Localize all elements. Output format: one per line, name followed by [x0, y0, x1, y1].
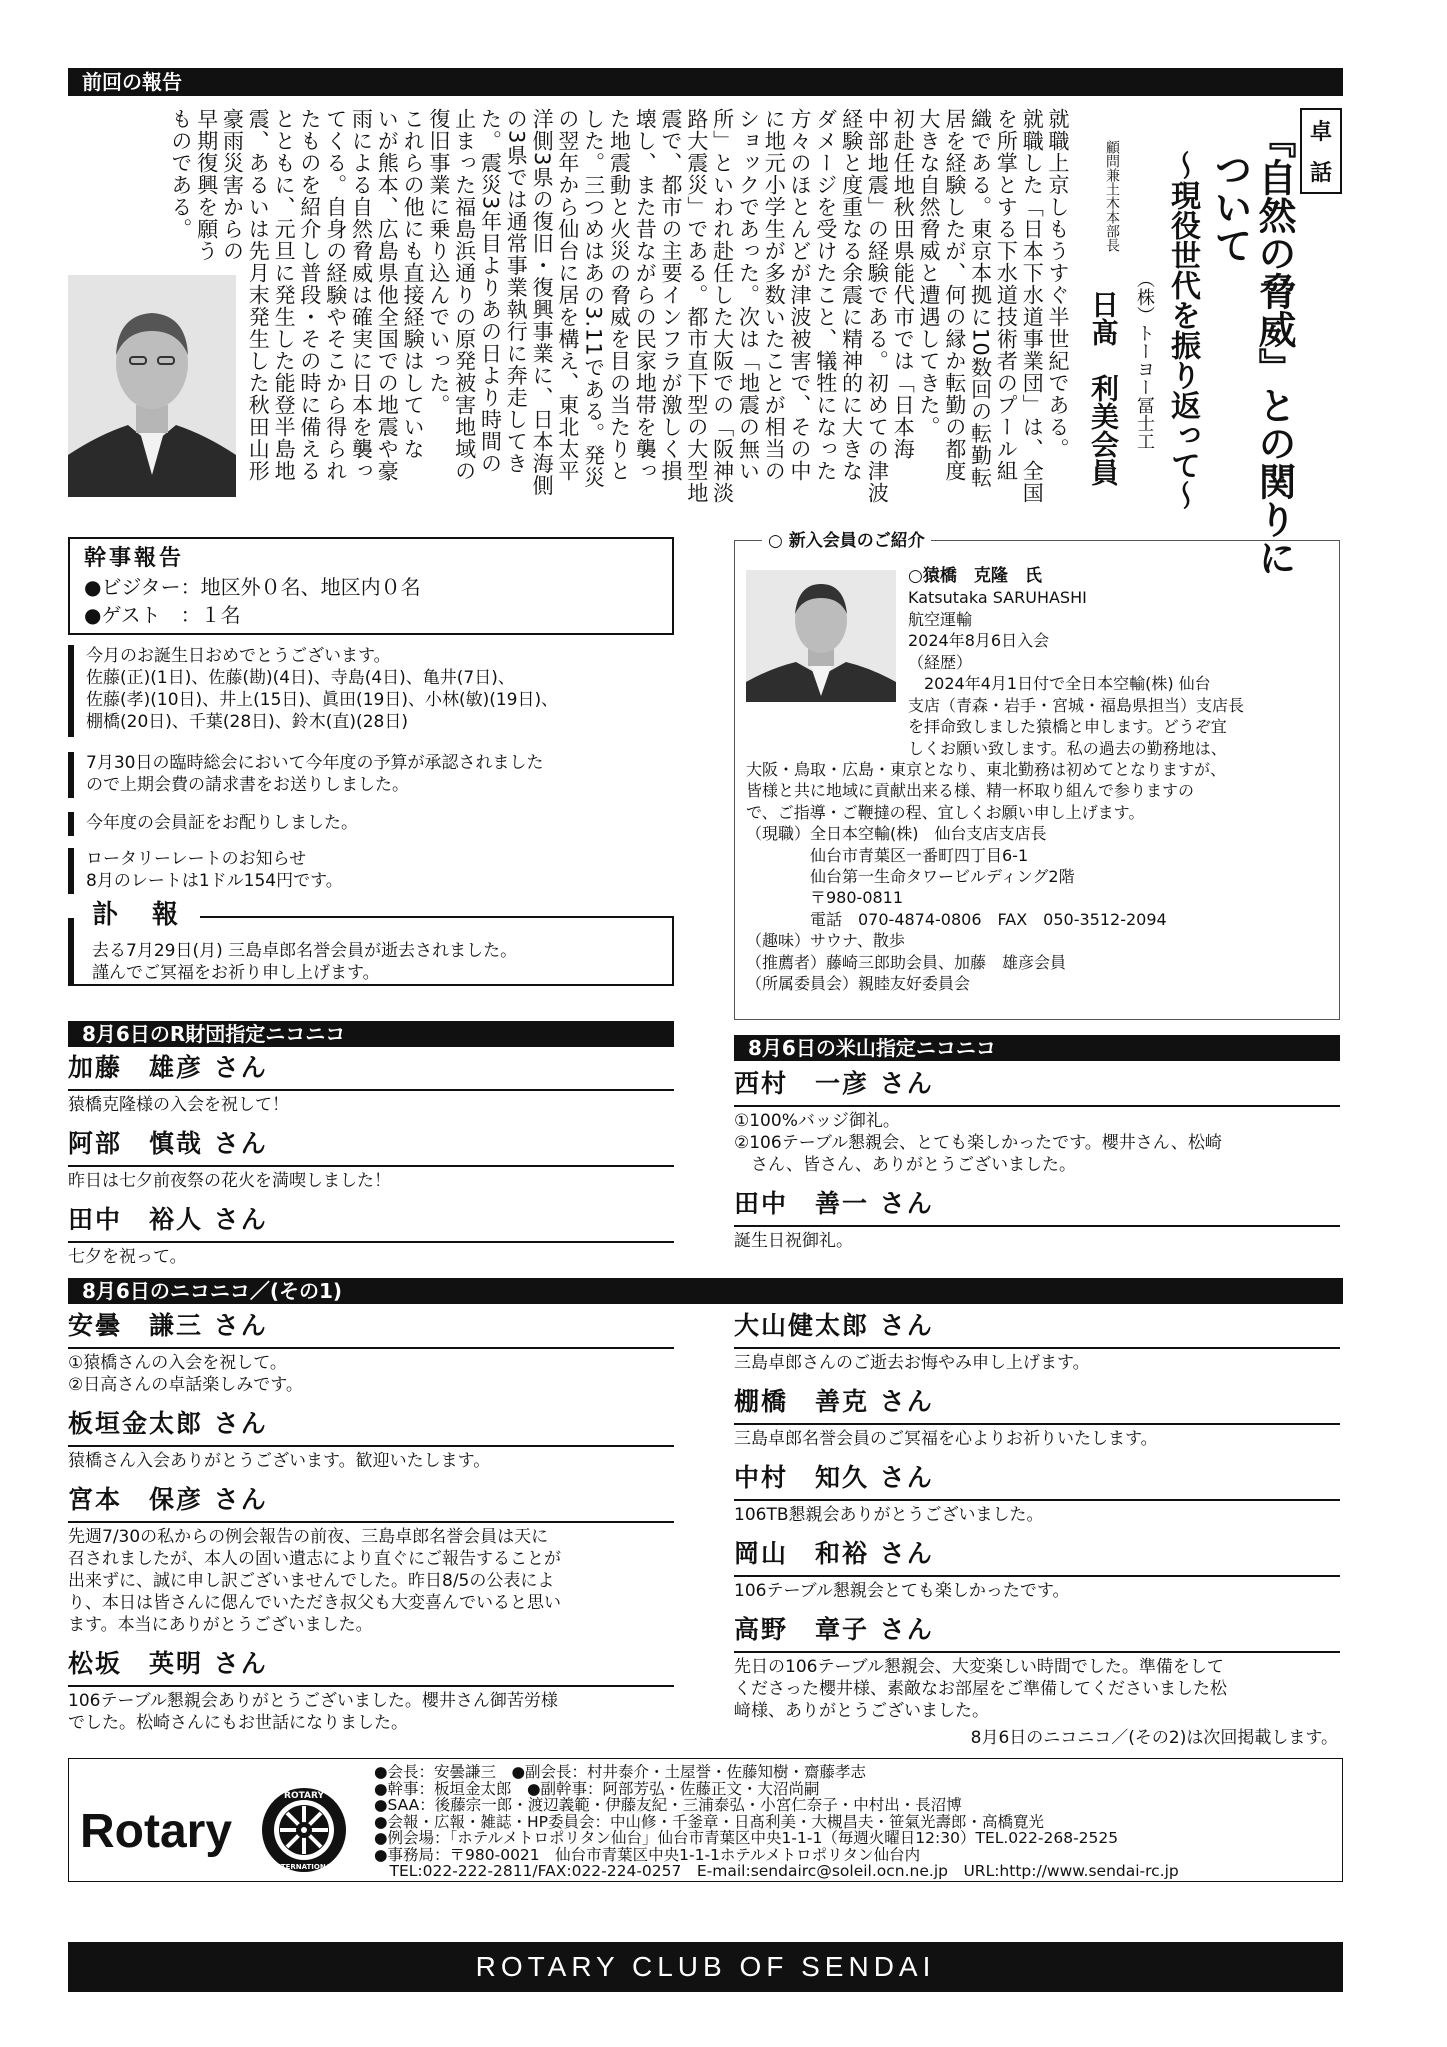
- kanji-guest: ●ゲスト ：１名: [84, 603, 241, 627]
- speech-column: 方々のほとんどが津波被害で、その中: [788, 108, 813, 482]
- speech-column: た地震動と火災の脅威を目の当たりと: [607, 108, 632, 482]
- name-rule: [734, 1347, 1340, 1349]
- rate-line: 8月のレートは1ドル154円です。: [86, 871, 343, 891]
- new-member-line: を拝命致しました猿橋と申します。どうぞ宜: [908, 717, 1227, 736]
- new-member-header: ○ 新入会員のご紹介: [762, 530, 931, 552]
- name-rule: [734, 1105, 1340, 1107]
- new-member-photo: [746, 570, 896, 702]
- rotary-emblem-icon: [252, 1778, 356, 1882]
- kanji-visitor: ●ビジター：地区外０名、地区内０名: [84, 575, 421, 599]
- speech-position: 顧問兼土木本部長: [1104, 140, 1120, 252]
- speech-column: を所掌とする下水道技術者のプール組: [994, 108, 1019, 482]
- speech-column: 豪雨災害からの: [220, 108, 245, 262]
- new-member-line: （推薦者）藤崎三郎助会員、加藤 雄彦会員: [746, 952, 1067, 972]
- footer-banner: ROTARY CLUB OF SENDAI: [68, 1942, 1343, 1992]
- speech-column: ショックであった。次は「地震の無い: [736, 108, 761, 482]
- footer-line: ●会長：安曇謙三 ●副会長：村井泰介・土屋誉・佐藤知樹・齋藤孝志: [374, 1763, 867, 1781]
- member-name: 岡山 和裕 さん: [734, 1539, 934, 1568]
- kanji-report-box: [68, 537, 674, 635]
- obituary-line: 謹んでご冥福をお祈り申し上げます。: [92, 963, 380, 983]
- name-rule: [68, 1089, 674, 1091]
- new-member-line: 〒980-0811: [746, 888, 904, 908]
- new-member-line: 2024年8月6日入会: [908, 631, 1050, 650]
- message-line: 誕生日祝御礼。: [734, 1231, 853, 1251]
- speech-tag-2: 話: [1309, 161, 1332, 186]
- new-member-line: （所属委員会）親睦友好委員会: [746, 974, 971, 994]
- footer-line: ●会報・広報・雑誌・HP委員会：中山修・千釜章・日髙利美・大槻昌夫・笹氣光壽郎・高橋寛光: [374, 1812, 1045, 1831]
- message-line: ます。本当にありがとうございました。: [68, 1615, 373, 1635]
- member-message: [68, 1526, 674, 1636]
- emblem-bottom-text: INTERNATIONAL: [272, 1863, 336, 1871]
- speech-column: これらの他にも直接経験はしていな: [401, 108, 426, 460]
- member-message: [68, 1450, 674, 1472]
- header-bar: 前回の報告: [68, 68, 1343, 96]
- message-line: 昨日は七夕前夜祭の花火を満喫しました！: [68, 1171, 391, 1191]
- niko1-note: 8月6日のニコニコ／(その2)は次回掲載します。: [970, 1728, 1338, 1748]
- r-foundation-header: 8月6日のR財団指定ニコニコ: [68, 1021, 674, 1047]
- yoneyama-header: 8月6日の米山指定ニコニコ: [734, 1035, 1340, 1061]
- speech-column: てくる。自身の経験やそこから得られ: [323, 108, 348, 482]
- member-name: 高野 章子 さん: [734, 1615, 934, 1644]
- budget-block: [68, 752, 678, 798]
- new-member-line: 仙台市青葉区一番町四丁目6-1: [746, 845, 1029, 865]
- message-line: 三島卓郎名誉会員のご冥福を心よりお祈りいたします。: [734, 1429, 1158, 1449]
- speech-body: [165, 108, 1070, 508]
- speech-speaker: 日髙 利美会員: [1087, 290, 1120, 486]
- message-line: ②日高さんの卓話楽しみです。: [68, 1375, 303, 1395]
- member-name: 安曇 謙三 さん: [68, 1311, 268, 1340]
- name-rule: [68, 1165, 674, 1167]
- member-name: 西村 一彦 さん: [734, 1069, 934, 1098]
- name-rule: [68, 1241, 674, 1243]
- name-rule: [68, 1685, 674, 1687]
- message-line: ①猿橋さんの入会を祝して。: [68, 1353, 287, 1373]
- member-message: [68, 1094, 674, 1116]
- new-member-line: で、ご指導・ご鞭撻の程、宜しくお願い申し上げます。: [746, 802, 1145, 822]
- speech-subtitle: ～現役世代を振り返って～: [1165, 150, 1200, 510]
- obituary-title: 訃 報: [86, 900, 188, 930]
- speech-column: 震、あるいは先月末発生した秋田山形: [246, 108, 271, 482]
- message-line: 106テーブル懇親会ありがとうございました。櫻井さん御苦労様: [68, 1691, 558, 1711]
- speech-column: の3県では通常事業執行に奔走してき: [504, 108, 529, 475]
- speech-column: 初赴任地秋田県能代市では「日本海: [891, 108, 916, 460]
- message-line: 猿橋さん入会ありがとうございます。歓迎いたします。: [68, 1451, 491, 1471]
- member-name: 大山健太郎 さん: [734, 1311, 934, 1340]
- rate-block: [68, 848, 678, 894]
- message-line: 106TB懇親会ありがとうございました。: [734, 1505, 1044, 1525]
- new-member-line: 支店（青森・岩手・宮城・福島県担当）支店長: [908, 695, 1245, 715]
- footer-line: ●例会場：「ホテルメトロポリタン仙台」仙台市青葉区中央1-1-1（毎週火曜日12:30）TEL.022-268-2525: [374, 1829, 1119, 1847]
- speech-column: 経験と度重なる余震に精神的に大きな: [839, 108, 864, 482]
- name-rule: [734, 1651, 1340, 1653]
- new-member-name: ○猿橋 克隆 氏: [908, 566, 1042, 586]
- birthday-line: 佐藤(孝)(10日)、井上(15日)、眞田(19日)、小林(敏)(19日)、: [86, 690, 559, 710]
- speech-column: た。震災3年目よりあの日より時間の: [478, 108, 503, 475]
- speech-column: 雨による自然脅威は確実に日本を襲っ: [349, 108, 374, 482]
- new-member-lines: [908, 587, 1338, 759]
- speech-column: 止まった福島浜通りの原発被害地域の: [452, 108, 477, 482]
- birthday-line: 佐藤(正)(1日)、佐藤(勘)(4日)、寺島(4日)、亀井(7日)、: [86, 668, 515, 688]
- new-member-line: 電話 070-4874-0806 FAX 050-3512-2094: [746, 909, 1167, 929]
- rate-line: ロータリーレートのお知らせ: [86, 849, 307, 869]
- message-line: ①100%バッジ御礼。: [734, 1111, 900, 1131]
- footer-line: TEL:022-222-2811/FAX:022-224-0257 E-mail:sendairc@soleil.ocn.ne.jp URL:http://www.sendai-rc.jp: [374, 1862, 1179, 1880]
- speech-column: 路大震災」である。都市直下型の大型地: [684, 108, 709, 504]
- obituary-top-line: [200, 916, 674, 918]
- new-member-line: しくお願い致します。私の過去の勤務地は、: [908, 738, 1227, 758]
- message-line: 先週7/30の私からの例会報告の前夜、三島卓郎名誉会員は天に: [68, 1527, 549, 1547]
- niko1-header: 8月6日のニコニコ／(その1): [68, 1278, 1343, 1304]
- speech-column: ダメージを受けたこと、犠牲になった: [813, 108, 838, 482]
- member-message: [734, 1580, 1340, 1602]
- name-rule: [68, 1347, 674, 1349]
- message-line: くださった櫻井様、素敵なお部屋をご準備してくださいました松: [734, 1679, 1227, 1699]
- footer-lines: [374, 1764, 1339, 1880]
- member-name: 阿部 慎哉 さん: [68, 1129, 268, 1158]
- speech-column: とともに、元旦に発生した能登半島地: [272, 108, 297, 482]
- speech-company: （株）トーヨー冨士工: [1134, 270, 1155, 450]
- speech-column: 所」といわれ赴任した大阪での「阪神淡: [710, 108, 735, 504]
- speech-tag-1: 卓: [1309, 120, 1332, 145]
- new-member-line: （現職）全日本空輸(株) 仙台支店支店長: [746, 824, 1047, 844]
- message-line: 召されましたが、本人の固い遺志により直ぐにご報告することが: [68, 1549, 561, 1569]
- name-rule: [734, 1499, 1340, 1501]
- speech-column: した。三つめはあの3.11である。発災: [581, 108, 606, 489]
- message-line: 先日の106テーブル懇親会、大変楽しい時間でした。準備をして: [734, 1657, 1224, 1677]
- speech-column: 震で、都市の主要インフラが激しく損: [659, 108, 684, 482]
- member-message: [734, 1230, 1340, 1252]
- speech-column: たものを紹介し普段・その時に備える: [297, 108, 322, 482]
- message-line: 﨑様、ありがとうございました。: [734, 1701, 989, 1721]
- speech-tag: [1300, 108, 1342, 194]
- message-line: 猿橋克隆様の入会を祝して！: [68, 1095, 289, 1115]
- budget-line: 7月30日の臨時総会において今年度の予算が承認されました: [86, 753, 544, 773]
- member-name: 加藤 雄彦 さん: [68, 1053, 268, 1082]
- member-message: [734, 1656, 1340, 1722]
- member-name: 中村 知久 さん: [734, 1463, 934, 1492]
- message-line: さん、皆さん、ありがとうございました。: [734, 1155, 1077, 1175]
- speech-column: 大きな自然脅威と遭遇してきた。: [917, 108, 942, 438]
- member-message: [68, 1352, 674, 1396]
- new-member-line: Katsutaka SARUHASHI: [908, 588, 1087, 607]
- speech-title-1: 『自然の脅威』との関りに: [1252, 120, 1296, 576]
- member-name: 田中 善一 さん: [734, 1189, 934, 1218]
- member-message: [68, 1170, 674, 1192]
- new-member-line: （趣味）サウナ、散歩: [746, 931, 905, 951]
- member-message: [734, 1428, 1340, 1450]
- member-message: [68, 1246, 674, 1268]
- name-rule: [68, 1445, 674, 1447]
- speech-column: 就職上京しもうすぐ半世紀である。: [1046, 108, 1070, 460]
- emblem-top-text: ROTARY: [284, 1791, 324, 1801]
- message-line: 106テーブル懇親会とても楽しかったです。: [734, 1581, 1070, 1601]
- obituary-line: 去る7月29日(月) 三島卓郎名誉会員が逝去されました。: [92, 941, 518, 961]
- new-member-line: 2024年4月1日付で全日本空輸(株) 仙台: [908, 674, 1211, 693]
- speech-column: 織である。東京本拠に10数回の転勤転: [968, 108, 993, 489]
- new-member-line: 航空運輸: [908, 609, 973, 629]
- speech-column: 壊し、また昔ながらの民家地帯を襲っ: [633, 108, 658, 482]
- name-rule: [68, 1521, 674, 1523]
- speech-column: 復旧事業に乗り込んでいった。: [426, 108, 451, 416]
- member-message: [734, 1504, 1340, 1526]
- card-block: [68, 812, 678, 836]
- speech-column: いが熊本、広島県他全国での地震や豪: [375, 108, 400, 482]
- member-message: [734, 1352, 1340, 1374]
- member-name: 宮本 保彦 さん: [68, 1485, 268, 1514]
- message-line: ②106テーブル懇親会、とても楽しかったです。櫻井さん、松崎: [734, 1133, 1222, 1153]
- member-message: [734, 1110, 1340, 1176]
- message-line: 七夕を祝って。: [68, 1247, 187, 1267]
- kanji-report-title: 幹事報告: [84, 546, 185, 571]
- speech-column: ものである。: [168, 108, 193, 240]
- name-rule: [734, 1225, 1340, 1227]
- message-line: り、本日は皆さんに偲んでいただき叔父も大変喜んでいると思い: [68, 1593, 561, 1613]
- member-name: 棚橋 善克 さん: [734, 1387, 934, 1416]
- message-line: でした。松崎さんにもお世話になりました。: [68, 1713, 408, 1733]
- speech-title-2: ついて: [1208, 150, 1252, 264]
- footer-line: ●幹事：板垣金太郎 ●副幹事：阿部芳弘・佐藤正文・大沼尚嗣: [374, 1779, 820, 1798]
- name-rule: [734, 1423, 1340, 1425]
- new-member-line: 大阪・鳥取・広島・東京となり、東北勤務は初めてとなりますが、: [746, 760, 1227, 779]
- speech-column: 早期復興を願う: [194, 108, 219, 262]
- member-name: 田中 裕人 さん: [68, 1205, 268, 1234]
- card-text: 今年度の会員証をお配りしました。: [86, 813, 358, 833]
- obituary-text: [92, 940, 662, 984]
- name-rule: [734, 1575, 1340, 1577]
- speaker-photo: [68, 275, 236, 497]
- birthday-line: 今月のお誕生日おめでとうございます。: [86, 646, 391, 666]
- member-message: [68, 1690, 674, 1734]
- budget-line: ので上期会費の請求書をお送りしました。: [86, 775, 409, 795]
- new-member-line: （経歴）: [908, 652, 973, 672]
- message-line: 出来ずに、誠に申し訳ございませんでした。昨日8/5の公表によ: [68, 1571, 555, 1591]
- footer-line: ●SAA：後藤宗一郎・渡辺義範・伊藤友紀・三浦泰弘・小宮仁奈子・中村出・長沼博: [374, 1796, 962, 1814]
- speech-column: 中部地震」の経験である。初めての津波: [865, 108, 890, 504]
- new-member-line: 仙台第一生命タワービルディング2階: [746, 867, 1075, 887]
- speech-column: 洋側3県の復旧・復興事業に、日本海側: [530, 108, 555, 497]
- message-line: 三島卓郎さんのご逝去お悔やみ申し上げます。: [734, 1353, 1090, 1373]
- birthday-line: 棚橋(20日)、千葉(28日)、鈴木(直)(28日): [86, 712, 408, 732]
- rotary-logo-text: Rotary: [80, 1805, 233, 1858]
- birthday-block: [68, 645, 678, 737]
- speech-column: の翌年から仙台に居を構え、東北太平: [555, 108, 580, 482]
- member-name: 松坂 英明 さん: [68, 1649, 268, 1678]
- footer-line: ●事務局：〒980-0021 仙台市青葉区中央1-1-1ホテルメトロポリタン仙台内: [374, 1845, 921, 1864]
- new-member-line: 皆様と共に地域に貢献出来る様、精一杯取り組んで参りますの: [746, 781, 1195, 801]
- speech-column: に地元小学生が多数いたことが相当の: [762, 108, 787, 482]
- speech-column: 居を経験したが、何の縁か転勤の都度: [942, 108, 967, 482]
- member-name: 板垣金太郎 さん: [68, 1409, 268, 1438]
- new-member-wide-lines: [746, 759, 1336, 994]
- speech-column: 就職した「日本下水道事業団」は、全国: [1020, 108, 1045, 504]
